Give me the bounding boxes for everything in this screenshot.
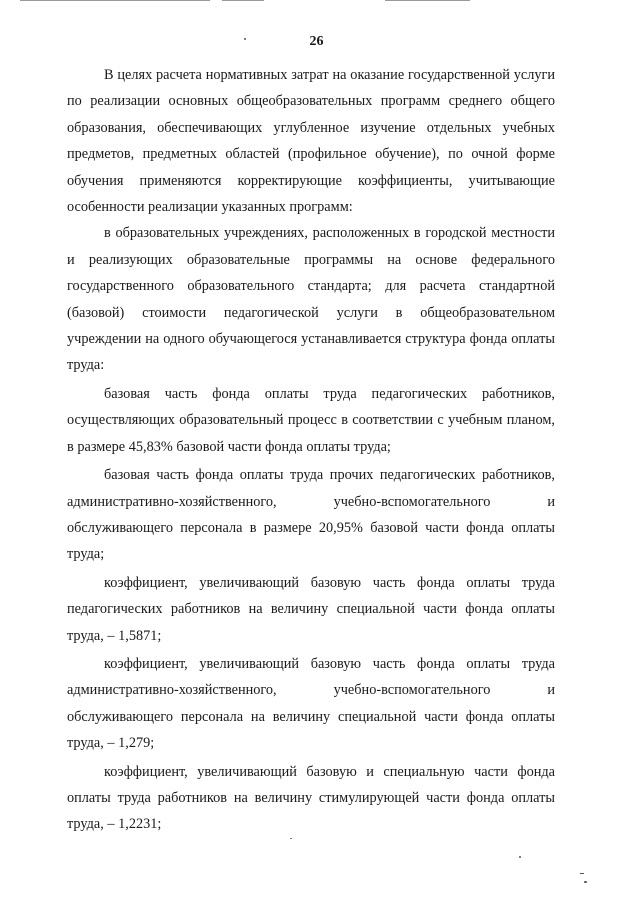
paragraph-intro: В целях расчета нормативных затрат на оказание государственной услуги по реализации основных общеобразовательных программ среднего общего образования, обеспечивающих углубленное изучение отдельных учебных предметов, предметных областей (профильное обучение), по очной форме обучения применяются корректирующие коэффициенты, учитывающие особенности реализации указанных программ: <box>67 67 555 216</box>
scan-speck <box>580 873 584 874</box>
document-body <box>67 62 555 838</box>
scan-speck <box>584 881 587 883</box>
paragraph-base-teaching-staff: базовая часть фонда оплаты труда педагогических работников, осуществляющих образовательный процесс в соответствии с учебным планом, в размере 45,83% базовой части фонда оплаты труда; <box>67 385 555 455</box>
paragraph-coefficient-incentive: коэффициент, увеличивающий базовую и специальную части фонда оплаты труда работников на величину стимулирующей части фонда оплаты труда, – 1,2231; <box>67 763 555 833</box>
scan-speck <box>519 856 521 858</box>
top-rule-right <box>385 0 470 1</box>
paragraph-base-other-staff: базовая часть фонда оплаты труда прочих педагогических работников, административно-хозяйственного, учебно-вспомогательного и обслуживающего персонала в размере 20,95% базовой части фонда оплаты труда; <box>67 467 555 563</box>
paragraph-coefficient-support: коэффициент, увеличивающий базовую часть фонда оплаты труда административно-хозяйственного, учебно-вспомогательного и обслуживающего персонала на величину специальной части фонда оплаты труда, – 1,279; <box>67 655 555 752</box>
paragraph-urban-schools: в образовательных учреждениях, расположенных в городской местности и реализующих образовательные программы на основе федерального государственного образовательного стандарта; для расчета стандартной (базовой) стоимости педагогической услуги в общеобразовательном учреждении на одного обучающегося устанавливается структура фонда оплаты труда: <box>67 225 555 374</box>
scan-speck <box>290 838 292 839</box>
top-rule-middle <box>222 0 264 1</box>
page-number: 26 <box>309 34 324 49</box>
top-rule-left <box>20 0 210 1</box>
paragraph-coefficient-teaching: коэффициент, увеличивающий базовую часть фонда оплаты труда педагогических работников на величину специальной части фонда оплаты труда, – 1,5871; <box>67 574 555 644</box>
scan-speck <box>244 38 246 40</box>
